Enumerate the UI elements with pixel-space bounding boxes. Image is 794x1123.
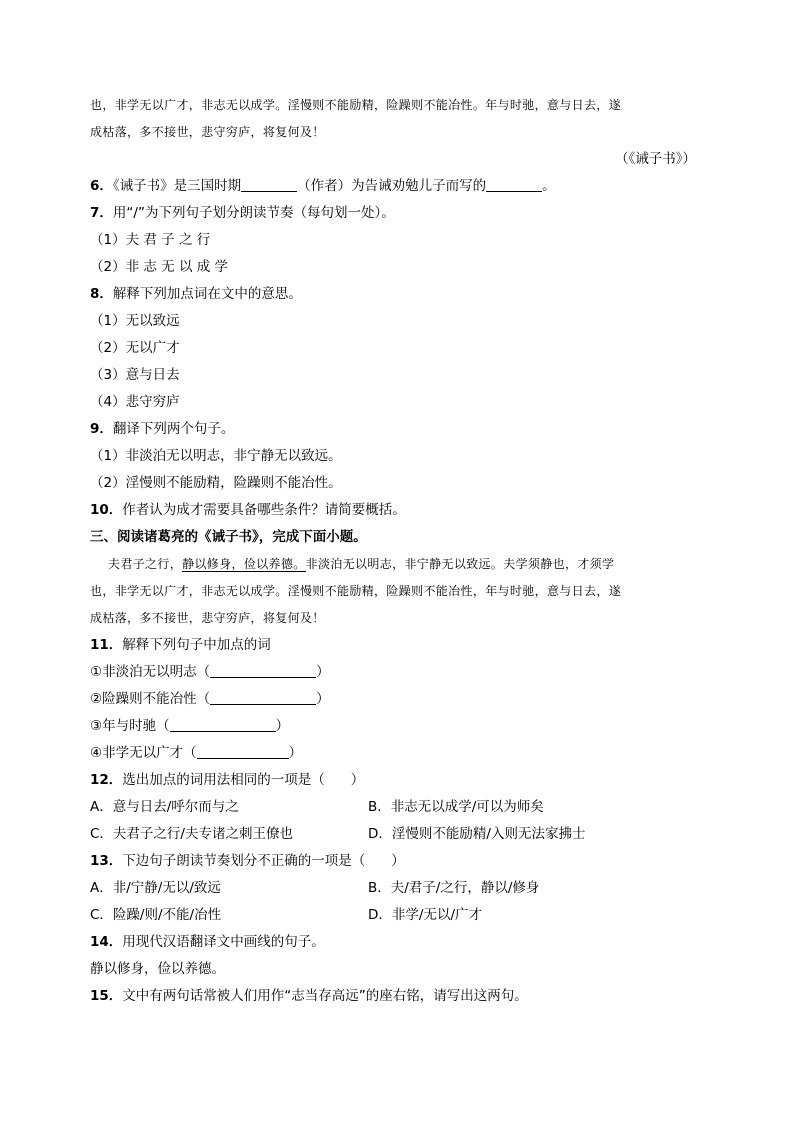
question-11-item [90,686,696,713]
option-d[interactable]: D．淫慢则不能励精/入则无法家拂士 [368,826,586,842]
item-close: ） [316,691,330,707]
question-11 [90,632,696,659]
question-12-options-row [90,821,696,848]
question-number: 8． [90,286,113,302]
question-13-options-row [90,875,696,902]
underlined-sentence: 静以修身，俭以养德。 [182,557,306,571]
section-3-heading: 三、阅读诸葛亮的《诫子书》，完成下面小题。 [90,529,367,545]
question-text: 文中有两句话常被人们用作“志当存高远”的座右铭，请写出这两句。 [122,988,528,1004]
question-text: 。 [542,178,556,194]
question-14-sentence: 静以修身，俭以养德。 [90,961,225,977]
passage1-source: （《诫子书》） [615,151,696,167]
question-11-item [90,740,696,767]
question-text: 翻译下列两个句子。 [112,421,235,437]
question-7-item: （1）夫 君 子 之 行 [90,232,211,248]
answer-blank[interactable] [170,717,276,732]
option-b[interactable]: B．夫/君子/之行，静以/修身 [368,880,540,896]
question-number: 14． [90,934,123,950]
question-text: 解释下列句子中加点的词 [122,637,271,653]
question-9 [90,416,696,443]
question-8 [90,281,696,308]
question-7 [90,200,696,227]
item-label: ②险躁则不能冶性（ [90,691,211,707]
answer-blank[interactable] [210,663,316,678]
question-9-item: （1）非淡泊无以明志，非宁静无以致远。 [90,448,342,464]
passage2-line3: 成枯落，多不接世，悲守穷庐，将复何及！ [90,611,325,625]
question-10 [90,497,696,524]
question-number: 11． [90,637,123,653]
question-8-item: （1）无以致远 [90,313,180,329]
answer-blank[interactable] [486,177,542,192]
item-label: ③年与时驰（ [90,718,170,734]
answer-blank[interactable] [210,690,316,705]
question-close: ） [350,772,365,788]
question-7-item: （2）非 志 无 以 成 学 [90,259,229,275]
question-6 [90,173,696,200]
question-12 [90,767,696,794]
question-text: 选出加点的词用法相同的一项是（ [122,772,325,788]
question-number: 13． [90,853,123,869]
question-number: 12． [90,772,123,788]
passage-text: 夫君子之行， [108,557,183,571]
passage1-line2: 成枯落，多不接世，悲守穷庐，将复何及！ [90,125,325,139]
question-number: 10． [90,502,123,518]
option-d[interactable]: D．非学/无以/广才 [368,907,482,923]
question-14 [90,929,696,956]
item-label: ①非淡泊无以明志（ [90,664,211,680]
question-8-item: （2）无以广才 [90,340,180,356]
question-13 [90,848,696,875]
option-a[interactable]: A．意与日去/呼尔而与之 [90,799,239,815]
question-text: 用“/”为下列句子划分朗读节奏（每句划一处）。 [112,205,395,221]
item-label: ④非学无以广才（ [90,745,197,761]
question-8-item: （4）悲守穷庐 [90,394,180,410]
item-close: ） [316,664,330,680]
question-number: 6． [90,178,113,194]
question-text: 作者认为成才需要具备哪些条件？请简要概括。 [122,502,406,518]
option-b[interactable]: B．非志无以成学/可以为师矣 [368,799,544,815]
question-text: 用现代汉语翻译文中画线的句子。 [122,934,325,950]
passage-text: 非淡泊无以明志，非宁静无以致远。夫学须静也，才须学 [305,557,615,571]
document-page [90,92,696,1010]
option-c[interactable]: C．险躁/则/不能/冶性 [90,907,222,923]
answer-blank[interactable] [241,177,297,192]
question-13-options-row [90,902,696,929]
option-a[interactable]: A．非/宁静/无以/致远 [90,880,221,896]
question-12-options-row [90,794,696,821]
question-number: 15． [90,988,123,1004]
question-11-item [90,659,696,686]
answer-blank[interactable] [197,744,289,759]
question-text: 解释下列加点词在文中的意思。 [112,286,302,302]
passage2-line1 [90,551,696,578]
question-close: ） [391,853,405,869]
question-text: 下边句子朗读节奏划分不正确的一项是（ [122,853,366,869]
question-11-item [90,713,696,740]
question-text: （作者）为告诫劝勉儿子而写的 [297,178,487,194]
question-8-item: （3）意与日去 [90,367,180,383]
question-number: 9． [90,421,113,437]
item-close: ） [275,718,290,734]
option-c[interactable]: C．夫君子之行/夫专诸之刺王僚也 [90,826,293,842]
passage1-line1: 也，非学无以广才，非志无以成学。淫慢则不能励精，险躁则不能冶性。年与时驰，意与日去，遂 [90,98,622,112]
passage2-line2: 也，非学无以广才，非志无以成学。淫慢则不能励精，险躁则不能冶性，年与时驰，意与日去，遂 [90,584,622,598]
question-15 [90,983,696,1010]
question-text: 《诫子书》是三国时期 [112,178,242,194]
item-close: ） [288,745,303,761]
question-number: 7． [90,205,113,221]
question-9-item: （2）淫慢则不能励精，险躁则不能冶性。 [90,475,342,491]
